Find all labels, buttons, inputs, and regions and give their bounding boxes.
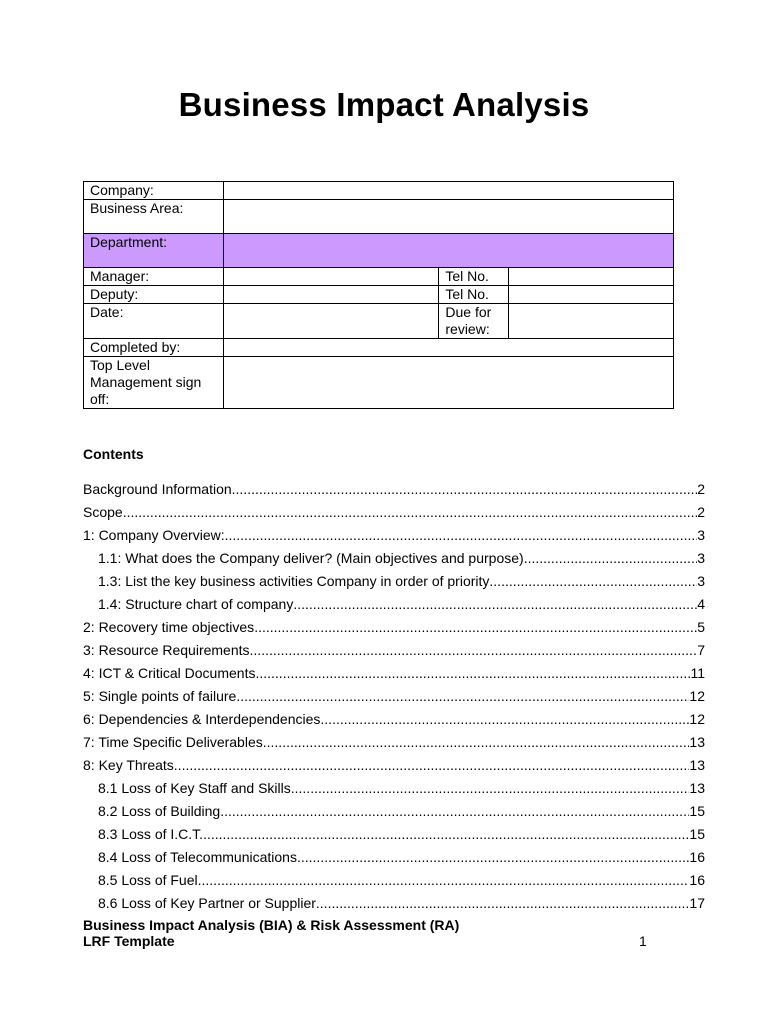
- toc-entry[interactable]: [83, 686, 705, 709]
- toc-subentry[interactable]: [83, 824, 705, 847]
- deputy-tel-field[interactable]: [509, 286, 674, 304]
- toc-label: 8.6 Loss of Key Partner or Supplier: [98, 895, 316, 911]
- toc-entry[interactable]: [83, 663, 705, 686]
- toc-subentry[interactable]: [83, 778, 705, 801]
- toc-label: Background Information: [83, 481, 232, 497]
- toc-label: 1.3: List the key business activities Company in order of priority: [98, 573, 490, 589]
- due-for-review-field[interactable]: [509, 304, 674, 339]
- toc-page-number: 13: [689, 780, 705, 796]
- toc-page-number: 11: [690, 665, 705, 681]
- toc-label: 7: Time Specific Deliverables: [83, 734, 263, 750]
- manager-tel-field[interactable]: [509, 268, 674, 286]
- toc-page-number: 5: [697, 619, 705, 635]
- toc-subentry[interactable]: [83, 847, 705, 870]
- completed-by-label: Completed by:: [84, 339, 224, 357]
- toc-label: 8.5 Loss of Fuel.: [98, 872, 202, 888]
- top-level-signoff-label: Top Level Management sign off:: [84, 357, 224, 409]
- toc-subentry[interactable]: [83, 870, 705, 893]
- toc-entry[interactable]: [83, 709, 705, 732]
- toc-label: 8.4 Loss of Telecommunications.: [98, 849, 301, 865]
- top-level-signoff-field[interactable]: [223, 357, 673, 409]
- toc-label: 1.4: Structure chart of company: [98, 596, 294, 612]
- completed-by-field[interactable]: [223, 339, 673, 357]
- details-form-table: [83, 181, 674, 409]
- toc-subentry[interactable]: [83, 893, 705, 916]
- toc-entry[interactable]: [83, 755, 705, 778]
- date-field[interactable]: [223, 304, 439, 339]
- manager-field[interactable]: [223, 268, 439, 286]
- toc-label: 8.2 Loss of Building: [98, 803, 221, 819]
- toc-page-number: 16: [689, 849, 705, 865]
- toc-label: 3: Resource Requirements: [83, 642, 250, 658]
- toc-label: 8.1 Loss of Key Staff and Skills: [98, 780, 291, 796]
- due-for-review-label: Due for review:: [439, 304, 509, 339]
- toc-page-number: 3: [697, 550, 705, 566]
- toc-page-number: 13: [689, 757, 705, 773]
- contents-heading: Contents: [83, 446, 144, 462]
- department-label: Department:: [84, 234, 224, 268]
- toc-page-number: 15: [689, 826, 705, 842]
- date-label: Date:: [84, 304, 224, 339]
- toc-label: 5: Single points of failure: [83, 688, 237, 704]
- toc-entry[interactable]: [83, 502, 705, 525]
- toc-page-number: 4: [697, 596, 705, 612]
- toc-page-number: 12: [689, 711, 705, 727]
- manager-label: Manager:: [84, 268, 224, 286]
- toc-label: 1: Company Overview:: [83, 527, 225, 543]
- business-area-label: Business Area:: [84, 200, 224, 234]
- toc-entry[interactable]: [83, 640, 705, 663]
- toc-label: 8: Key Threats: [83, 757, 174, 773]
- toc-label: 2: Recovery time objectives: [83, 619, 255, 635]
- toc-label: Scope: [83, 504, 123, 520]
- page-number: 1: [639, 933, 647, 949]
- toc-page-number: 12: [689, 688, 705, 704]
- toc-entry[interactable]: [83, 479, 705, 502]
- toc-subentry[interactable]: [83, 571, 705, 594]
- toc-label: 4: ICT & Critical Documents: [83, 665, 256, 681]
- manager-tel-label: Tel No.: [439, 268, 509, 286]
- toc-entry[interactable]: [83, 525, 705, 548]
- company-label: Company:: [84, 182, 224, 200]
- toc-label: 6: Dependencies & Interdependencies: [83, 711, 321, 727]
- toc-entry[interactable]: [83, 617, 705, 640]
- table-of-contents: [83, 479, 705, 916]
- toc-page-number: 2: [697, 504, 705, 520]
- toc-page-number: 3: [697, 527, 705, 543]
- deputy-tel-label: Tel No.: [439, 286, 509, 304]
- toc-page-number: 7: [697, 642, 705, 658]
- footer-line-2: LRF Template: [83, 933, 175, 949]
- page-footer: [83, 917, 663, 949]
- toc-label: 1.1: What does the Company deliver? (Main objectives and purpose): [98, 550, 524, 566]
- toc-entry[interactable]: [83, 732, 705, 755]
- company-field[interactable]: [223, 182, 673, 200]
- toc-page-number: 16: [689, 872, 705, 888]
- department-field[interactable]: [223, 234, 673, 268]
- footer-line-1: Business Impact Analysis (BIA) & Risk Assessment (RA): [83, 917, 460, 933]
- toc-page-number: 17: [689, 895, 705, 911]
- toc-label: 8.3 Loss of I.C.T.: [98, 826, 204, 842]
- document-title: Business Impact Analysis: [178, 86, 590, 123]
- toc-page-number: 3: [697, 573, 705, 589]
- toc-page-number: 2: [697, 481, 705, 497]
- business-area-field[interactable]: [223, 200, 673, 234]
- deputy-label: Deputy:: [84, 286, 224, 304]
- toc-subentry[interactable]: [83, 594, 705, 617]
- toc-subentry[interactable]: [83, 801, 705, 824]
- toc-page-number: 13: [689, 734, 705, 750]
- toc-page-number: 15: [689, 803, 705, 819]
- deputy-field[interactable]: [223, 286, 439, 304]
- toc-subentry[interactable]: [83, 548, 705, 571]
